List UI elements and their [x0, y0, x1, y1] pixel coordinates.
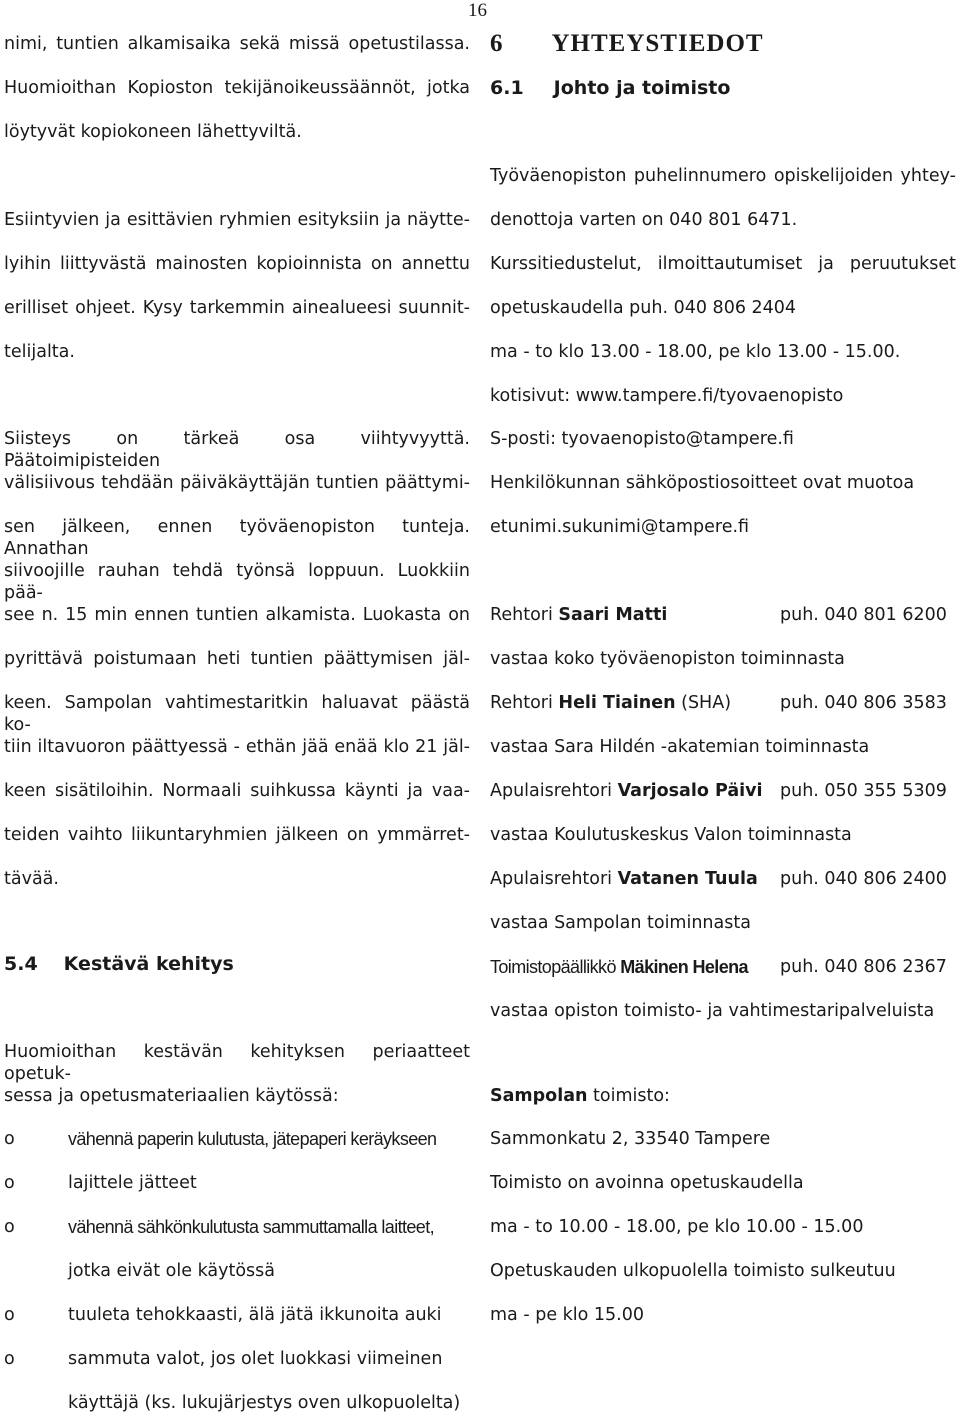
paragraph-line: keen sisätiloihin. Normaali suihkussa käynti ja vaa-	[4, 781, 470, 801]
paragraph-line: siivoojille rauhan tehdä työnsä loppuun. Luokkiin pää-	[4, 561, 470, 603]
contact-phone: puh. 040 806 2367	[780, 957, 947, 977]
contact-role: Apulaisrehtori	[490, 781, 618, 801]
section-number: 5.4	[4, 953, 38, 975]
contact-row	[490, 780, 956, 802]
bullet-icon: o	[4, 1173, 15, 1193]
section-title: Kestävä kehitys	[63, 953, 234, 975]
paragraph-line: keen. Sampolan vahtimestaritkin haluavat päästä ko-	[4, 693, 470, 735]
info-line: Työväenopiston puhelinnumero opiskelijoiden yhtey-	[490, 166, 956, 186]
contact-phone: puh. 040 806 2400	[780, 869, 947, 889]
paragraph-line: Huomioithan kestävän kehityksen periaatteet opetuk-	[4, 1042, 470, 1084]
contact-row	[490, 692, 956, 714]
contact-suffix: (SHA)	[675, 693, 732, 713]
website-line: kotisivut: www.tampere.fi/tyovaenopisto	[490, 386, 844, 406]
chapter-title: YHTEYSTIEDOT	[551, 30, 764, 57]
chapter-heading	[490, 30, 956, 58]
contact-name: Mäkinen Helena	[620, 957, 748, 977]
page-number: 16	[468, 0, 487, 21]
bullet-text: sammuta valot, jos olet luokkasi viimeinen	[68, 1349, 443, 1369]
paragraph-line: Esiintyvien ja esittävien ryhmien esityksiin ja näytte-	[4, 210, 470, 230]
office-line: ma - pe klo 15.00	[490, 1305, 645, 1325]
contact-role: Toimistopäällikkö	[490, 957, 621, 977]
bullet-icon: o	[4, 1305, 15, 1325]
contact-row	[490, 956, 956, 979]
paragraph-line: telijalta.	[4, 342, 75, 362]
contact-phone: puh. 040 801 6200	[780, 605, 947, 625]
contact-name: Vatanen Tuula	[617, 869, 758, 889]
office-heading	[490, 1085, 956, 1107]
office-line: Opetuskauden ulkopuolella toimisto sulkeutuu	[490, 1261, 896, 1281]
office-name: Sampolan	[490, 1086, 588, 1106]
office-line: Sammonkatu 2, 33540 Tampere	[490, 1129, 771, 1149]
office-line: Toimisto on avoinna opetuskaudella	[490, 1173, 804, 1193]
office-label: toimisto:	[587, 1086, 670, 1106]
contact-role: Apulaisrehtori	[490, 869, 618, 889]
paragraph-line: nimi, tuntien alkamisaika sekä missä opetustilassa.	[4, 34, 470, 54]
email-line: S-posti: tyovaenopisto@tampere.fi	[490, 429, 794, 449]
contact-phone: puh. 040 806 3583	[780, 693, 947, 713]
contact-phone: puh. 050 355 5309	[780, 781, 947, 801]
contact-duty: vastaa opiston toimisto- ja vahtimestaripalveluista	[490, 1001, 935, 1021]
bullet-text: jotka eivät ole käytössä	[68, 1261, 276, 1281]
office-line: ma - to 10.00 - 18.00, pe klo 10.00 - 15.00	[490, 1217, 864, 1237]
contact-role: Rehtori	[490, 605, 559, 625]
bullet-text: vähennä paperin kulutusta, jätepaperi keräykseen	[68, 1129, 437, 1149]
section-number: 6.1	[490, 77, 524, 99]
paragraph-line: Huomioithan Kopioston tekijänoikeussäännöt, jotka	[4, 78, 470, 98]
paragraph-line: teiden vaihto liikuntaryhmien jälkeen on ymmärret-	[4, 825, 470, 845]
bullet-text: lajittele jätteet	[68, 1173, 197, 1193]
contact-name: Heli Tiainen	[558, 693, 676, 713]
paragraph-line: lyihin liittyvästä mainosten kopioinnista on annettu	[4, 254, 470, 274]
contact-duty: vastaa Sara Hildén -akatemian toiminnasta	[490, 737, 870, 757]
contact-name: Varjosalo Päivi	[617, 781, 763, 801]
bullet-text: vähennä sähkönkulutusta sammuttamalla laitteet,	[68, 1217, 435, 1237]
bullet-icon: o	[4, 1129, 15, 1149]
info-line: ma - to klo 13.00 - 18.00, pe klo 13.00 - 15.00.	[490, 342, 901, 362]
paragraph-line: tävää.	[4, 869, 59, 889]
bullet-icon: o	[4, 1349, 15, 1369]
paragraph-line: pyrittävä poistumaan heti tuntien päättymisen jäl-	[4, 649, 470, 669]
paragraph-line: löytyvät kopiokoneen lähettyviltä.	[4, 122, 302, 142]
contact-duty: vastaa Koulutuskeskus Valon toiminnasta	[490, 825, 852, 845]
info-line: denottoja varten on 040 801 6471.	[490, 210, 798, 230]
info-line: Kurssitiedustelut, ilmoittautumiset ja peruutukset	[490, 254, 956, 274]
section-title: Johto ja toimisto	[553, 77, 731, 99]
contact-duty: vastaa koko työväenopiston toiminnasta	[490, 649, 845, 669]
info-line: opetuskaudella puh. 040 806 2404	[490, 298, 797, 318]
paragraph-line: Siisteys on tärkeä osa viihtyvyyttä. Päätoimipisteiden	[4, 429, 470, 471]
section-heading-5-4	[4, 953, 470, 975]
paragraph-line: tiin iltavuoron päättyessä - ethän jää enää klo 21 jäl-	[4, 737, 470, 757]
section-heading-6-1	[490, 77, 956, 99]
chapter-number: 6	[490, 30, 504, 57]
bullet-text: tuuleta tehokkaasti, älä jätä ikkunoita auki	[68, 1305, 442, 1325]
contact-row	[490, 604, 956, 626]
paragraph-line: erilliset ohjeet. Kysy tarkemmin ainealueesi suunnit-	[4, 298, 470, 318]
paragraph-line: sen jälkeen, ennen työväenopiston tunteja. Annathan	[4, 517, 470, 559]
paragraph-line: välisiivous tehdään päiväkäyttäjän tuntien päättymi-	[4, 473, 470, 493]
contact-duty: vastaa Sampolan toiminnasta	[490, 913, 751, 933]
contact-row	[490, 868, 956, 890]
bullet-text: käyttäjä (ks. lukujärjestys oven ulkopuolelta)	[68, 1393, 461, 1413]
bullet-icon: o	[4, 1217, 15, 1237]
paragraph-line: see n. 15 min ennen tuntien alkamista. Luokasta on	[4, 605, 470, 625]
info-line: Henkilökunnan sähköpostiosoitteet ovat muotoa	[490, 473, 915, 493]
contact-role: Rehtori	[490, 693, 559, 713]
paragraph-line: sessa ja opetusmateriaalien käytössä:	[4, 1086, 339, 1106]
contact-name: Saari Matti	[558, 605, 668, 625]
info-line: etunimi.sukunimi@tampere.fi	[490, 517, 750, 537]
